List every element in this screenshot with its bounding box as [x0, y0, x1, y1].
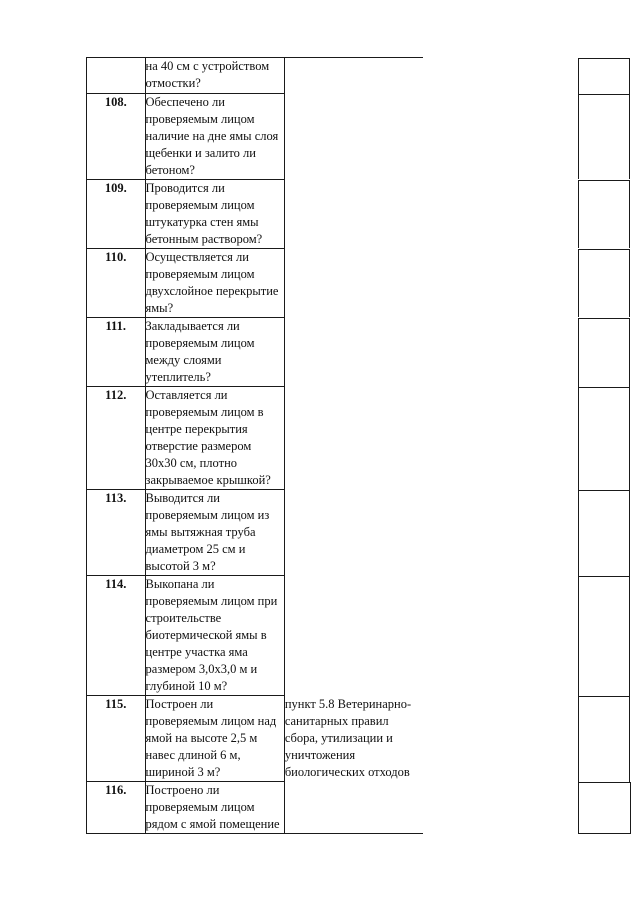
answer-area: [423, 387, 631, 490]
requirement-reference: [284, 94, 423, 180]
requirement-reference: [284, 249, 423, 318]
item-number: 115.: [87, 696, 146, 782]
question-text: Осуществляется ли проверяемым лицом двухслойное перекрытие ямы?: [145, 249, 284, 318]
question-text: Обеспечено ли проверяемым лицом наличие на дне ямы слоя щебенки и залито ли бетоном?: [145, 94, 284, 180]
answer-box: [578, 180, 630, 248]
answer-area: [423, 180, 631, 249]
question-text: Проводится ли проверяемым лицом штукатурка стен ямы бетонным раствором?: [145, 180, 284, 249]
answer-area: [423, 318, 631, 387]
table-row: [87, 576, 631, 696]
requirement-reference: [284, 58, 423, 94]
answer-area: [423, 576, 631, 696]
answer-area: [423, 782, 631, 834]
question-text: Оставляется ли проверяемым лицом в центре перекрытия отверстие размером 30х30 см, плотно закрываемое крышкой?: [145, 387, 284, 490]
answer-area: [423, 696, 631, 782]
requirement-reference: [284, 318, 423, 387]
table-row: [87, 249, 631, 318]
answer-box: [578, 58, 630, 94]
checklist-table: [86, 57, 631, 834]
table-row: [87, 782, 631, 834]
answer-area: [423, 58, 631, 94]
question-text: Выкопана ли проверяемым лицом при строительстве биотермической ямы в центре участка яма размером 3,0х3,0 м и глубиной 10 м?: [145, 576, 284, 696]
answer-box: [578, 94, 630, 179]
answer-box: [578, 576, 630, 696]
requirement-reference: пункт 5.8 Ветеринарно- санитарных правил сбора, утилизации и уничтожения биологических отходов: [284, 696, 423, 782]
item-number: 111.: [87, 318, 146, 387]
answer-box: [578, 490, 630, 576]
answer-box: [578, 318, 630, 387]
item-number: 114.: [87, 576, 146, 696]
item-number: [87, 58, 146, 94]
answer-area: [423, 249, 631, 318]
item-number: 108.: [87, 94, 146, 180]
question-text: Построено ли проверяемым лицом рядом с ямой помещение: [145, 782, 284, 834]
answer-box: [578, 696, 630, 782]
item-number: 109.: [87, 180, 146, 249]
answer-box: [578, 387, 630, 490]
table-row: [87, 490, 631, 576]
item-number: 112.: [87, 387, 146, 490]
item-number: 113.: [87, 490, 146, 576]
item-number: 116.: [87, 782, 146, 834]
requirement-reference: [284, 576, 423, 696]
question-text: Построен ли проверяемым лицом над ямой на высоте 2,5 м навес длиной 6 м, шириной 3 м?: [145, 696, 284, 782]
answer-box: [578, 782, 631, 834]
answer-area: [423, 490, 631, 576]
answer-area: [423, 94, 631, 180]
requirement-reference: [284, 387, 423, 490]
question-text: Закладывается ли проверяемым лицом между слоями утеплитель?: [145, 318, 284, 387]
table-row: [87, 58, 631, 94]
table-row: [87, 94, 631, 180]
requirement-reference: [284, 490, 423, 576]
item-number: 110.: [87, 249, 146, 318]
table-row: [87, 696, 631, 782]
requirement-reference: [284, 180, 423, 249]
table-row: [87, 180, 631, 249]
table-row: [87, 318, 631, 387]
question-text: Выводится ли проверяемым лицом из ямы вытяжная труба диаметром 25 см и высотой 3 м?: [145, 490, 284, 576]
question-text: на 40 см с устройством отмостки?: [145, 58, 284, 94]
table-row: [87, 387, 631, 490]
answer-box: [578, 249, 630, 317]
requirement-reference: [284, 782, 423, 834]
